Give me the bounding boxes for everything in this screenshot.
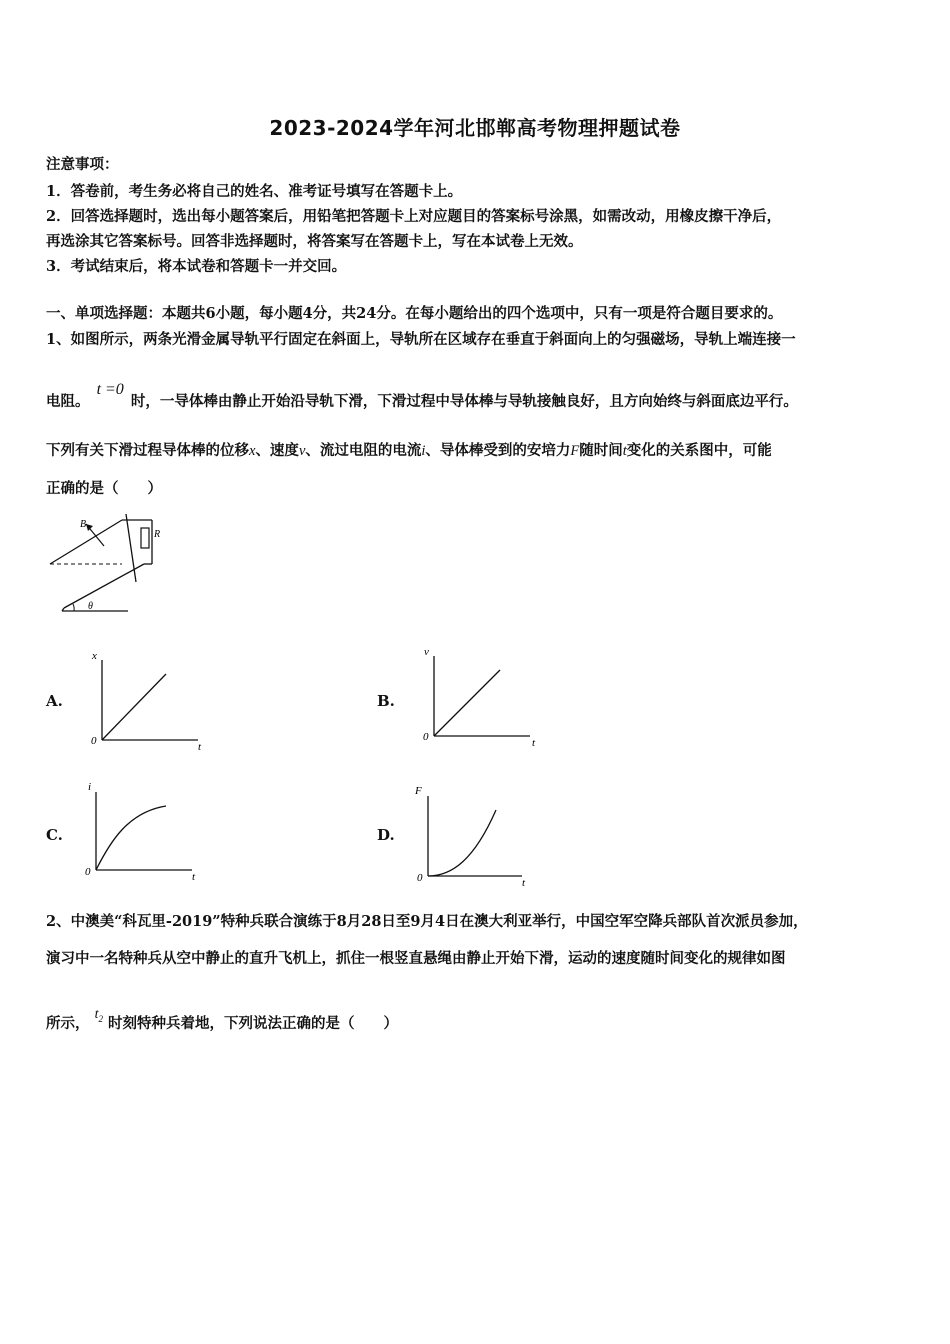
option-d-graph	[412, 780, 542, 890]
y-label: v	[424, 646, 429, 658]
q2-line-3	[46, 1007, 399, 1034]
resistor-icon	[141, 528, 149, 548]
option-c-label[interactable]: C.	[46, 826, 63, 844]
notice-heading: 注意事项：	[46, 156, 119, 173]
label-R: R	[154, 529, 161, 540]
option-c-graph	[80, 776, 210, 886]
q1-text: 变化的关系图中，可能	[626, 442, 772, 459]
option-a-label[interactable]: A.	[46, 692, 63, 710]
var-i: i	[421, 443, 426, 459]
var-v: v	[298, 443, 306, 459]
y-label: i	[88, 781, 92, 793]
q1-text: 、速度	[255, 442, 299, 459]
q1-text: 时，一导体棒由静止开始沿导轨下滑，下滑过程中导体棒与导轨接触良好，且方向始终与斜面底边平行。	[130, 393, 798, 410]
q1-text: 随时间	[579, 442, 623, 459]
q1-line-1: 1、如图所示，两条光滑金属导轨平行固定在斜面上，导轨所在区域存在垂直于斜面向上的匀强磁场，导轨上端连接一	[46, 331, 796, 348]
notice-item-1: 1．答卷前，考生务必将自己的姓名、准考证号填写在答题卡上。	[46, 183, 463, 200]
origin-label: 0	[91, 735, 97, 747]
y-label: x	[92, 650, 97, 662]
curve-linear	[434, 670, 500, 736]
curve-saturating	[96, 806, 166, 870]
q2-line-2: 演习中一名特种兵从空中静止的直升飞机上，抓住一根竖直悬绳由静止开始下滑，运动的速度随时间变化的规律如图	[46, 950, 786, 967]
section-heading: 一、单项选择题：本题共6小题，每小题4分，共24分。在每小题给出的四个选项中，只有一项是符合题目要求的。	[46, 305, 783, 322]
x-label: t	[198, 741, 202, 753]
option-d-label[interactable]: D.	[377, 826, 395, 844]
curve-increasing	[428, 810, 496, 876]
math-t-equals-zero: t =0	[96, 381, 124, 398]
option-b-label[interactable]: B.	[377, 692, 395, 710]
x-label: t	[532, 737, 536, 749]
label-B: B	[80, 519, 87, 530]
q2-text: 时刻特种兵着地，下列说法正确的是（ ）	[108, 1015, 399, 1032]
var-F: F	[570, 443, 580, 459]
y-label: F	[415, 785, 422, 797]
origin-label: 0	[423, 731, 429, 743]
notice-item-2: 2．回答选择题时，选出每小题答案后，用铅笔把答题卡上对应题目的答案标号涂黑，如需改动，用橡皮擦干净后，	[46, 208, 782, 225]
curve-linear	[102, 674, 166, 740]
var-t: t	[622, 443, 627, 459]
q1-line-4: 正确的是（ ）	[46, 480, 162, 497]
q2-text: 所示，	[46, 1015, 90, 1032]
x-label: t	[522, 877, 526, 889]
option-b-graph	[418, 642, 548, 752]
origin-label: 0	[85, 866, 91, 878]
q1-line-2	[46, 381, 798, 411]
q2-line-1: 2、中澳美“科瓦里-2019”特种兵联合演练于8月28日至9月4日在澳大利亚举行，中国空军空降兵部队首次派员参加，	[46, 913, 808, 930]
q1-text: 、导体棒受到的安培力	[425, 442, 571, 459]
q1-text: 电阻。	[46, 393, 90, 410]
page-title: 2023-2024学年河北邯郸高考物理押题试卷	[269, 116, 681, 140]
incline-rail-figure	[44, 512, 184, 620]
notice-item-3: 3．考试结束后，将本试卷和答题卡一并交回。	[46, 258, 347, 275]
notice-item-2-cont: 再选涂其它答案标号。回答非选择题时，将答案写在答题卡上，写在本试卷上无效。	[46, 233, 583, 250]
label-theta: θ	[88, 601, 93, 612]
math-t2	[95, 1007, 103, 1022]
q1-line-3	[46, 439, 772, 460]
q1-text: 、流过电阻的电流	[305, 442, 422, 459]
origin-label: 0	[417, 872, 423, 884]
math-subscript: 2	[98, 1013, 103, 1024]
var-x: x	[249, 443, 256, 459]
math-t: t	[94, 1007, 99, 1022]
x-label: t	[192, 871, 196, 883]
q1-text: 下列有关下滑过程导体棒的位移	[46, 442, 249, 459]
option-a-graph	[86, 644, 216, 754]
